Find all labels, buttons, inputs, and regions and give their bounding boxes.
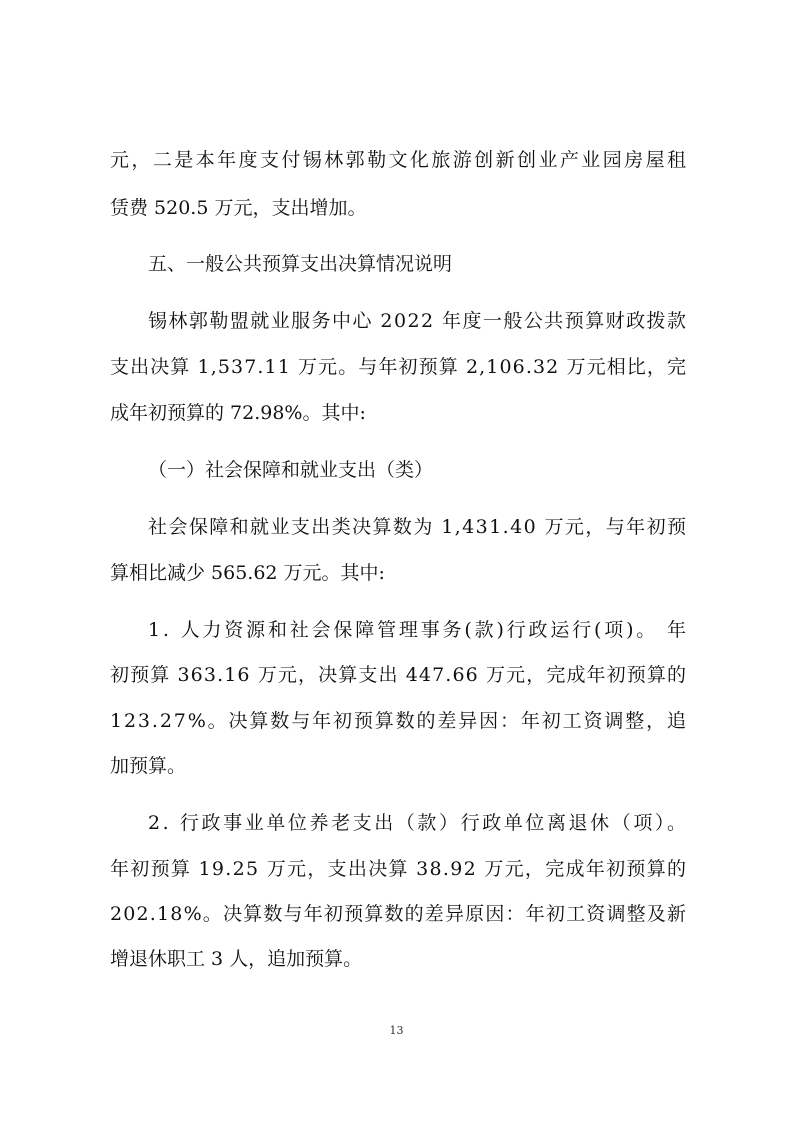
- line-text: 增退休职工 3 人，追加预算。: [110, 948, 363, 970]
- page-number: 13: [389, 1024, 404, 1037]
- line-text: 成年初预算的 72.98%。其中:: [110, 402, 366, 424]
- line-text: 202.18%。决算数与年初预算数的差异原因：年初工资调整及新: [110, 903, 688, 925]
- line-text: 初预算 363.16 万元，决算支出 447.66 万元，完成年初预算的: [110, 664, 688, 686]
- line-text: 年初预算 19.25 万元，支出决算 38.92 万元，完成年初预算的: [110, 858, 688, 880]
- line-text: 1. 人力资源和社会保障管理事务(款)行政运行(项)。 年: [148, 619, 689, 641]
- line-text: 赁费 520.5 万元，支出增加。: [110, 197, 367, 219]
- line-text: 社会保障和就业支出类决算数为 1,431.40 万元，与年初预: [148, 516, 688, 538]
- line-text: 2. 行政事业单位养老支出（款）行政单位离退休（项）。: [148, 812, 689, 834]
- line-text: 元，二是本年度支付锡林郭勒文化旅游创新创业产业园房屋租: [110, 149, 689, 171]
- line-text: 支出决算 1,537.11 万元。与年初预算 2,106.32 万元相比，完: [110, 356, 688, 378]
- heading-text: 五、一般公共预算支出决算情况说明: [148, 253, 453, 275]
- line-text: （一）社会保障和就业支出（类）: [148, 459, 434, 481]
- line-text: 加预算。: [110, 755, 187, 777]
- line-text: 锡林郭勒盟就业服务中心 2022 年度一般公共预算财政拨款: [148, 310, 688, 332]
- line-text: 算相比减少 565.62 万元。其中:: [110, 562, 385, 584]
- line-text: 123.27%。决算数与年初预算数的差异因：年初工资调整，追: [110, 710, 688, 732]
